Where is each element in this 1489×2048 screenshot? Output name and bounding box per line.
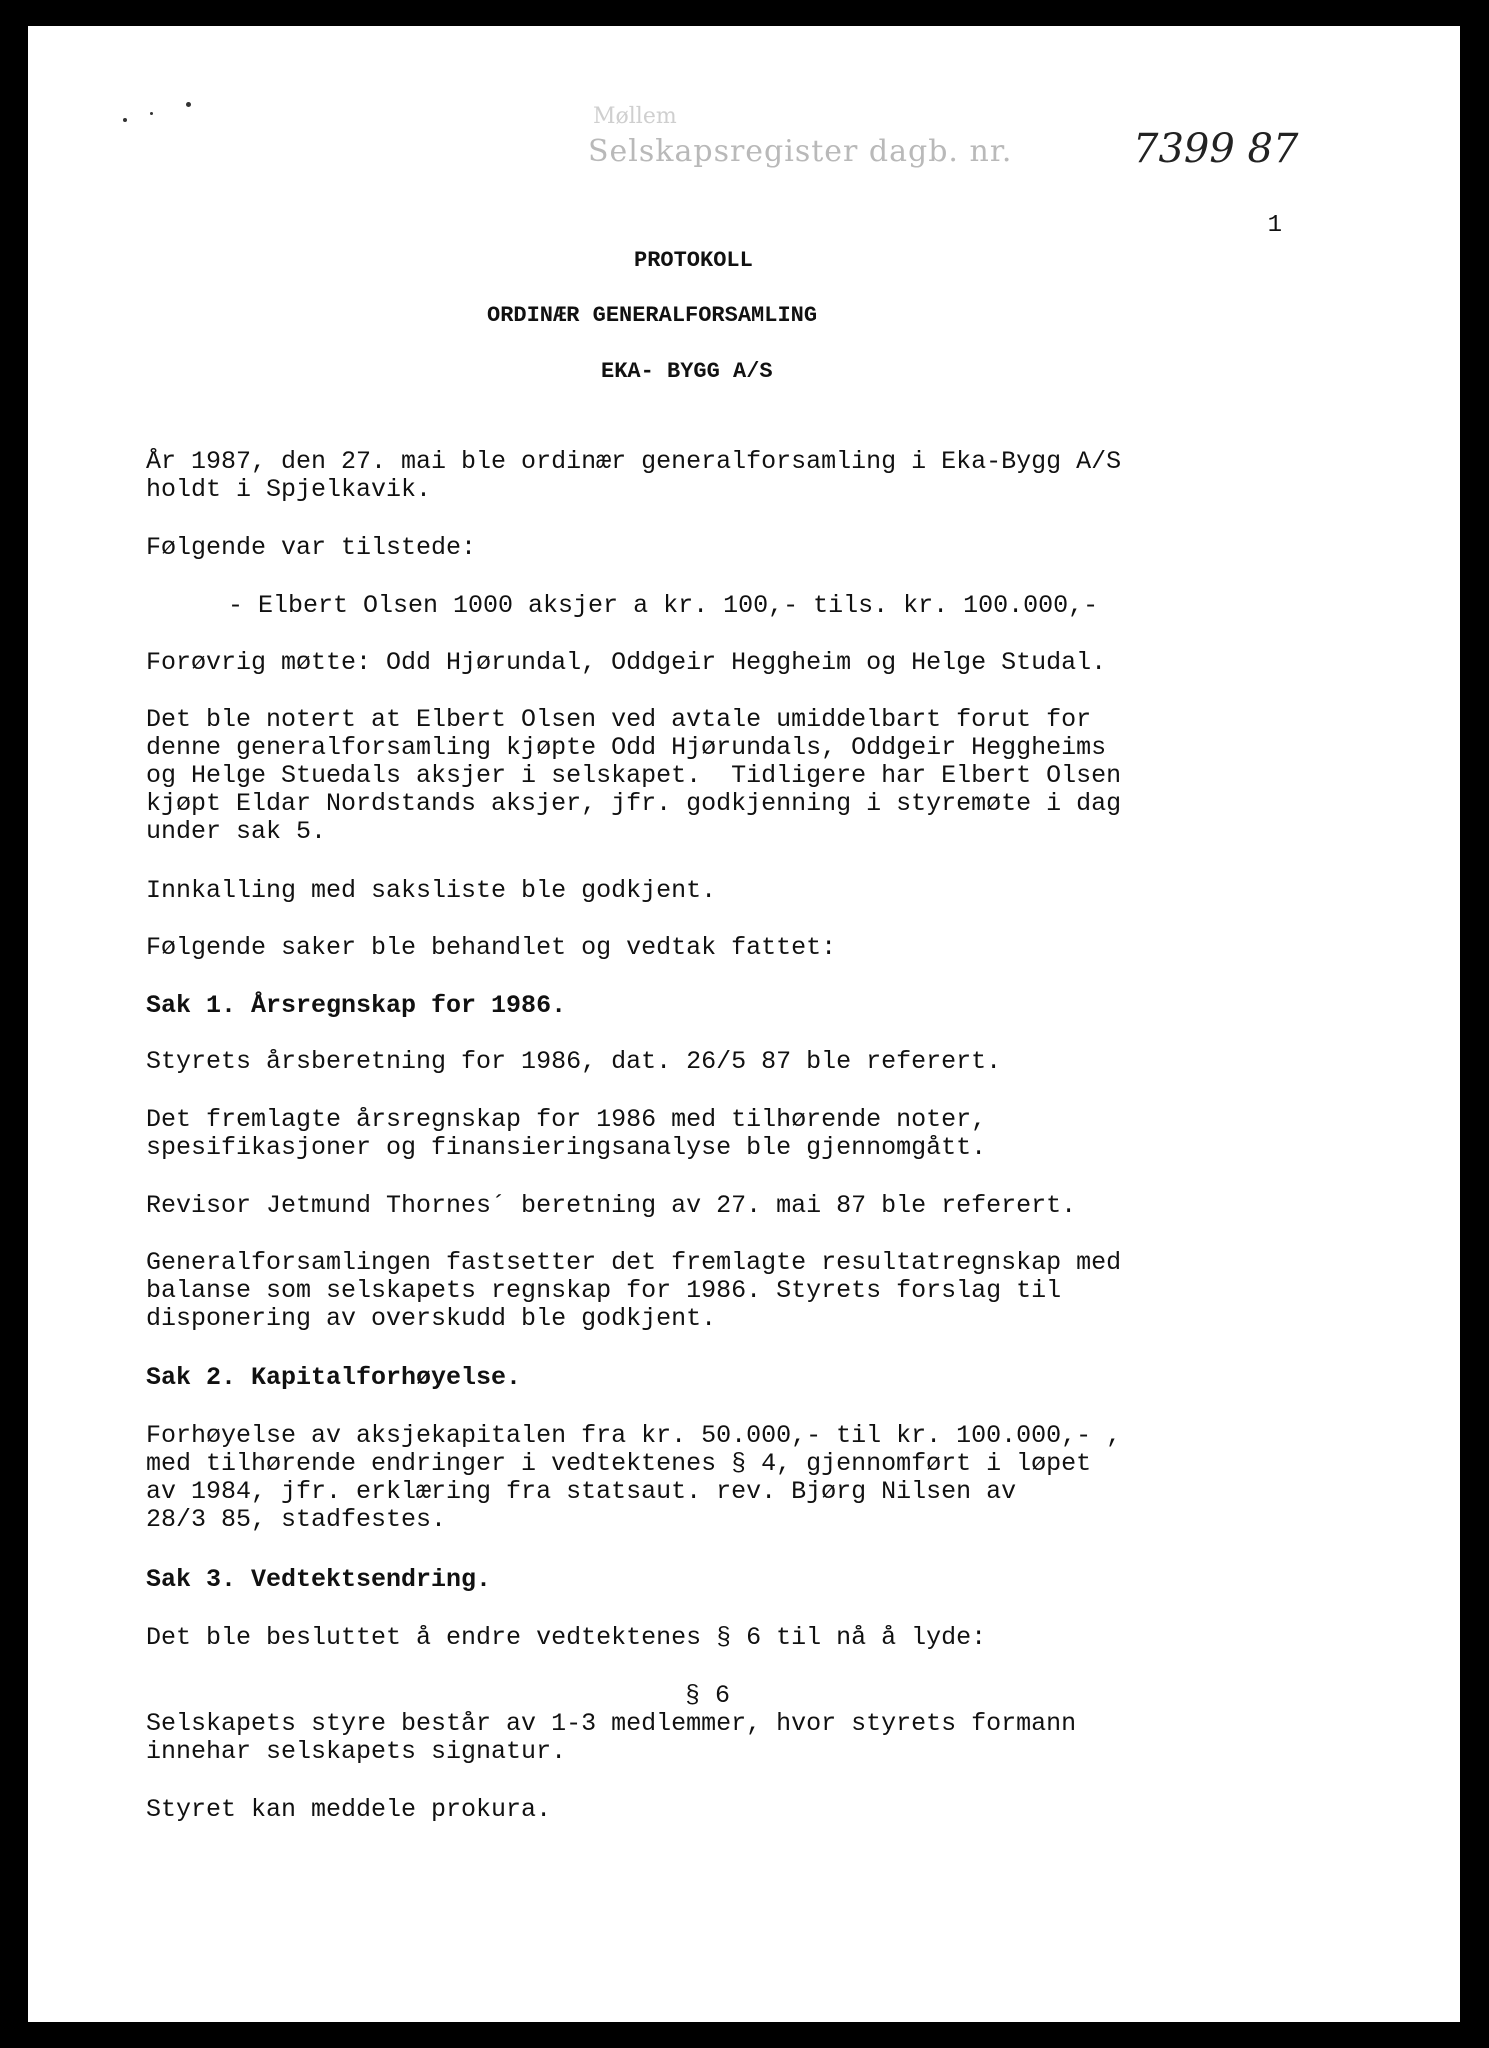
sak2-paragraph: av 1984, jfr. erklæring fra statsaut. rev. Bjørg Nilsen av: [146, 1477, 1017, 1506]
sak3-paragraph: Det ble besluttet å endre vedtektenes § 6 til nå å lyde:: [146, 1623, 987, 1652]
paragraph-mark: § 6: [685, 1681, 731, 1710]
intro-line-2: holdt i Spjelkavik.: [146, 475, 432, 504]
document-title: PROTOKOLL: [634, 248, 753, 273]
sak3-paragraph: Styret kan meddele prokura.: [146, 1795, 552, 1824]
register-stamp: Selskapsregister dagb. nr.: [588, 134, 1013, 169]
sak1-paragraph: balanse som selskapets regnskap for 1986. Styrets forslag til: [146, 1276, 1062, 1305]
scan-speck: [186, 102, 191, 107]
sak1-paragraph: Styrets årsberetning for 1986, dat. 26/5 87 ble referert.: [146, 1047, 1002, 1076]
handwritten-register-number: 7399 87: [1133, 126, 1299, 172]
stamp-top-text: Møllem: [593, 104, 677, 129]
intro-line-1: År 1987, den 27. mai ble ordinær generalforsamling i Eka-Bygg A/S: [146, 447, 1122, 476]
note-line: og Helge Stuedals aksjer i selskapet. Tidligere har Elbert Olsen: [146, 761, 1122, 790]
sak1-paragraph: spesifikasjoner og finansieringsanalyse ble gjennomgått.: [146, 1133, 987, 1162]
meeting-title: ORDINÆR GENERALFORSAMLING: [487, 303, 818, 328]
company-name: EKA- BYGG A/S: [601, 359, 773, 384]
sak3-heading: Sak 3. Vedtektsendring.: [146, 1565, 492, 1594]
sak3-paragraph: innehar selskapets signatur.: [146, 1737, 567, 1766]
document-page: [28, 26, 1460, 2022]
note-line: denne generalforsamling kjøpte Odd Hjørundals, Oddgeir Heggheims: [146, 733, 1107, 762]
note-line: kjøpt Eldar Nordstands aksjer, jfr. godkjenning i styremøte i dag: [146, 789, 1122, 818]
others-present: Forøvrig møtte: Odd Hjørundal, Oddgeir Heggheim og Helge Studal.: [146, 648, 1107, 677]
page-number: 1: [1267, 212, 1282, 239]
sak2-paragraph: med tilhørende endringer i vedtektenes § 4, gjennomført i løpet: [146, 1449, 1092, 1478]
agenda-approved: Innkalling med saksliste ble godkjent.: [146, 876, 717, 905]
scan-speck: [123, 118, 127, 122]
decisions-heading: Følgende saker ble behandlet og vedtak fattet:: [146, 933, 837, 962]
sak2-paragraph: 28/3 85, stadfestes.: [146, 1505, 447, 1534]
present-heading: Følgende var tilstede:: [146, 533, 477, 562]
sak1-paragraph: disponering av overskudd ble godkjent.: [146, 1304, 717, 1333]
sak3-paragraph: Selskapets styre består av 1-3 medlemmer, hvor styrets formann: [146, 1709, 1077, 1738]
sak1-paragraph: Det fremlagte årsregnskap for 1986 med tilhørende noter,: [146, 1105, 987, 1134]
scan-speck: [150, 112, 153, 115]
sak2-heading: Sak 2. Kapitalforhøyelse.: [146, 1363, 522, 1392]
sak1-heading: Sak 1. Årsregnskap for 1986.: [146, 991, 567, 1020]
sak1-paragraph: Generalforsamlingen fastsetter det fremlagte resultatregnskap med: [146, 1248, 1122, 1277]
present-list-item: - Elbert Olsen 1000 aksjer a kr. 100,- tils. kr. 100.000,-: [228, 591, 1099, 620]
note-line: under sak 5.: [146, 817, 327, 846]
sak2-paragraph: Forhøyelse av aksjekapitalen fra kr. 50.000,- til kr. 100.000,- ,: [146, 1421, 1122, 1450]
note-line: Det ble notert at Elbert Olsen ved avtale umiddelbart forut for: [146, 705, 1092, 734]
sak1-paragraph: Revisor Jetmund Thornes´ beretning av 27. mai 87 ble referert.: [146, 1191, 1077, 1220]
